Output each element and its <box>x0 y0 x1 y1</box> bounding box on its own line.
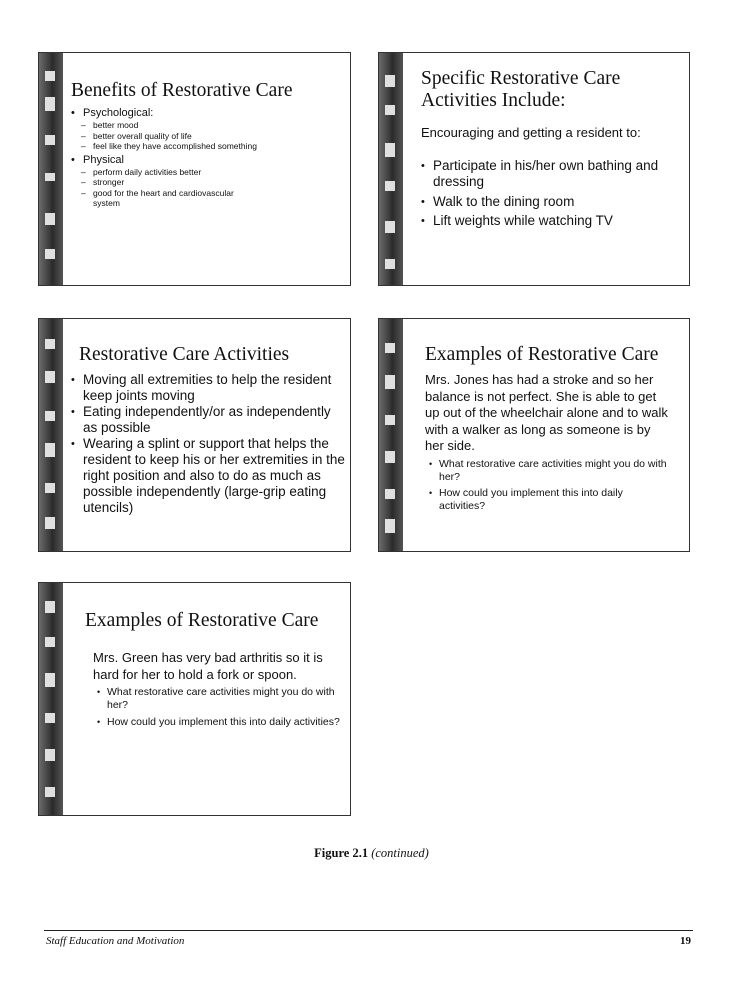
slide-benefits <box>38 52 351 286</box>
slide-content <box>71 53 344 285</box>
question: • How could you implement this into daily activities? <box>425 487 669 513</box>
sub-bullet: – good for the heart and cardiovascular system <box>71 188 263 209</box>
slide-content <box>425 319 683 551</box>
page-number: 19 <box>680 935 691 947</box>
slide-example-jones <box>378 318 690 552</box>
bullet: • Psychological: <box>71 107 344 120</box>
bullet: • Physical <box>71 154 344 167</box>
slide-paragraph: Mrs. Jones has had a stroke and so her balance is not perfect. She is able to get up out of the wheelchair alone and to walk with a walker as long as someone is by her side. <box>425 372 668 453</box>
slide-title: Examples of Restorative Care <box>85 610 319 631</box>
question: • What restorative care activities might you do with her? <box>93 686 347 712</box>
sub-bullet: – better mood <box>71 120 344 131</box>
figure-note: (continued) <box>371 846 429 860</box>
bullet: • Wearing a splint or support that helps the resident to keep his or her extremities in the right position and also to do as much as possible independently (large-grip eating utencils) <box>71 436 346 516</box>
slide-example-green <box>38 582 351 816</box>
slide-intro: Encouraging and getting a resident to: <box>421 125 641 140</box>
slide-title: Examples of Restorative Care <box>425 344 659 365</box>
slide-title: Benefits of Restorative Care <box>71 80 293 101</box>
footer-divider <box>44 930 693 931</box>
question: • What restorative care activities might you do with her? <box>425 458 669 484</box>
slide-title: Specific Restorative Care Activities Include: <box>421 68 621 111</box>
slide-specific-activities <box>378 52 690 286</box>
slide-decor-strip <box>39 53 63 285</box>
slide-decor-strip <box>39 583 63 815</box>
slide-paragraph: Mrs. Green has very bad arthritis so it is hard for her to hold a fork or spoon. <box>93 650 323 682</box>
slide-decor-strip <box>39 319 63 551</box>
question: • How could you implement this into daily activities? <box>93 716 347 729</box>
slide-restorative-activities <box>38 318 351 552</box>
figure-caption <box>0 846 743 861</box>
sub-bullet: – stronger <box>71 177 344 188</box>
bullet: • Participate in his/her own bathing and dressing <box>421 158 683 191</box>
sub-bullet: – perform daily activities better <box>71 167 344 178</box>
bullet: • Eating independently/or as independently as possible <box>71 404 346 436</box>
bullet: • Walk to the dining room <box>421 194 683 211</box>
bullet: • Lift weights while watching TV <box>421 213 683 230</box>
figure-label: Figure 2.1 <box>314 846 369 860</box>
running-footer: Staff Education and Motivation <box>46 935 185 947</box>
bullet: • Moving all extremities to help the resident keep joints moving <box>71 372 346 404</box>
sub-bullet: – feel like they have accomplished something <box>71 141 344 152</box>
sub-bullet: – better overall quality of life <box>71 131 344 142</box>
slide-content <box>79 319 346 551</box>
slide-content <box>421 53 683 285</box>
slide-title: Restorative Care Activities <box>79 344 290 365</box>
slide-decor-strip <box>379 319 403 551</box>
slide-decor-strip <box>379 53 403 285</box>
slide-content <box>85 583 344 815</box>
